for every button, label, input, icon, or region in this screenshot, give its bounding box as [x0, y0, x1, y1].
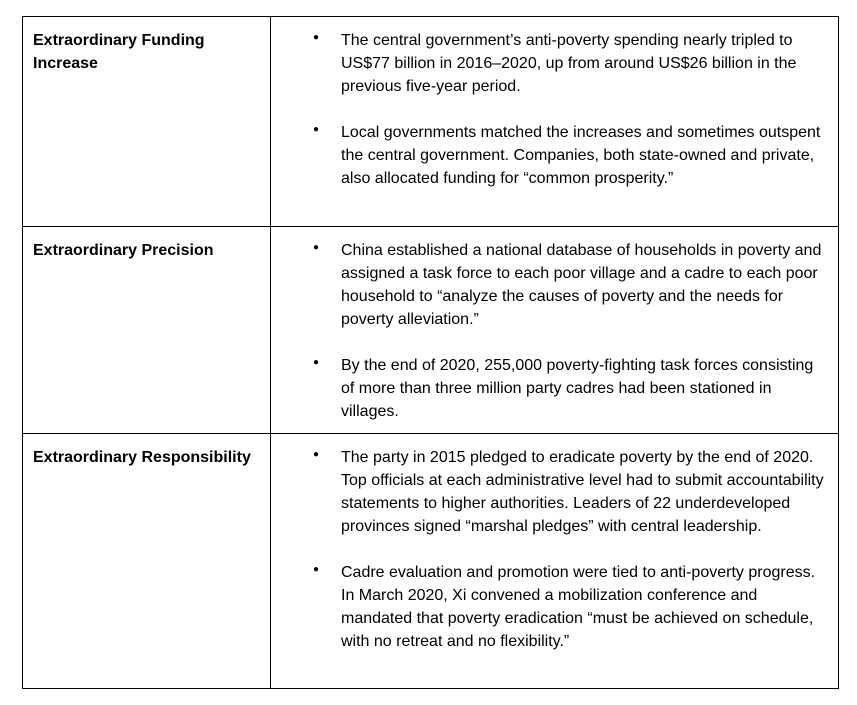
row-content-cell: [271, 17, 839, 227]
row-header-cell: [23, 17, 271, 227]
row-content-cell: [271, 227, 839, 434]
bullet-item: ● Local governments matched the increases and sometimes outspent the central government. Companies, both state-owned and private, also allocated funding for “common prosperity.”: [313, 121, 826, 190]
bullet-item: ● By the end of 2020, 255,000 poverty-fighting task forces consisting of more than three million party cadres had been stationed in villages.: [313, 354, 826, 423]
bullet-item: ● The party in 2015 pledged to eradicate poverty by the end of 2020. Top officials at each administrative level had to submit accountability statements to higher authorities. Leaders of 22 underdeveloped provinces signed “marshal pledges” with central leadership.: [313, 446, 826, 538]
bullet-item: ● China established a national database of households in poverty and assigned a task force to each poor village and a cadre to each poor household to “analyze the causes of poverty and the needs for poverty alleviation.”: [313, 239, 826, 331]
table-row: [23, 434, 839, 689]
bullet-list: [313, 446, 826, 653]
two-column-summary-table: [22, 16, 839, 689]
bullet-list: [313, 29, 826, 190]
table-row: [23, 227, 839, 434]
bullet-item: ● The central government’s anti-poverty spending nearly tripled to US$77 billion in 2016–2020, up from around US$26 billion in the previous five-year period.: [313, 29, 826, 98]
table-row: [23, 17, 839, 227]
row-content-cell: [271, 434, 839, 689]
row-header-cell: [23, 227, 271, 434]
row-header-label: Extraordinary Precision: [33, 242, 214, 259]
bullet-list: [313, 239, 826, 423]
row-header-label: Extraordinary Responsibility: [33, 449, 251, 466]
bullet-item: ● Cadre evaluation and promotion were tied to anti-poverty progress. In March 2020, Xi convened a mobilization conference and mandated that poverty eradication “must be achieved on schedule, with no retreat and no flexibility.”: [313, 561, 826, 653]
row-header-cell: [23, 434, 271, 689]
row-header-label: Extraordinary Funding Increase: [33, 32, 205, 72]
